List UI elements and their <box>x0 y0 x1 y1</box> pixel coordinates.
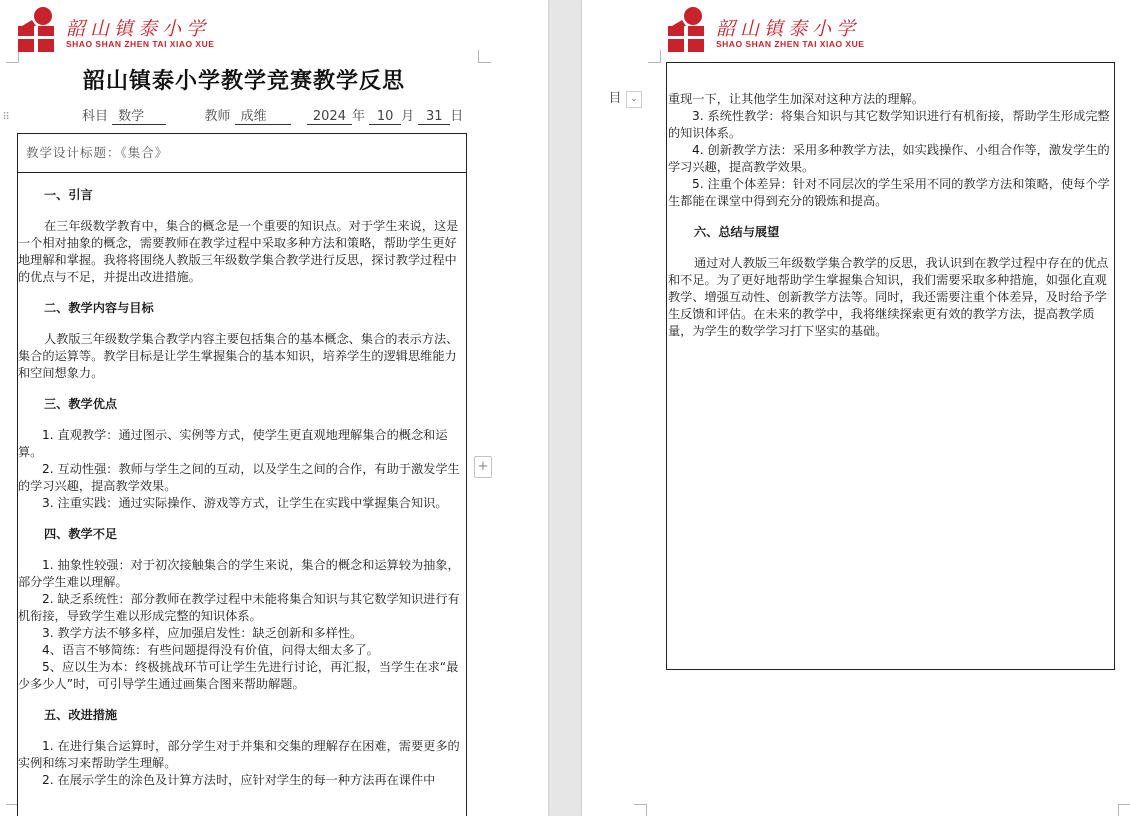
school-logo <box>666 6 866 52</box>
list-block <box>18 427 462 512</box>
page-corner-mark <box>478 50 491 63</box>
page-1 <box>0 0 548 816</box>
design-title-cell[interactable]: 教学设计标题：《集合》 <box>17 133 467 173</box>
logo-chinese-name: 韶山镇泰小学 <box>66 18 211 40</box>
list-item: 3. 注重实践：通过实际操作、游戏等方式，让学生在实践中掌握集合知识。 <box>42 496 448 510</box>
drag-handle-icon[interactable]: ⠿ <box>2 112 10 123</box>
list-item: 1. 在进行集合运算时，部分学生对于并集和交集的理解存在困难，需要更多的实例和练习来帮助学生理解。 <box>18 739 460 770</box>
list-item: 4. 创新教学方法：采用多种教学方法，如实践操作、小组合作等，激发学生的学习兴趣，提高教学效果。 <box>668 143 1110 174</box>
document-meta-line <box>82 105 463 125</box>
list-item: 1. 抽象性较强：对于初次接触集合的学生来说，集合的概念和运算较为抽象，部分学生难以理解。 <box>18 558 460 589</box>
document-title: 韶山镇泰小学教学竞赛教学反思 <box>82 69 405 94</box>
school-logo <box>16 6 216 52</box>
list-item: 3. 系统性教学：将集合知识与其它数学知识进行有机衔接，帮助学生形成完整的知识体系。 <box>668 109 1110 140</box>
paragraph: 在三年级数学教育中，集合的概念是一个重要的知识点。对于学生来说，这是一个相对抽象的概念，需要教师在教学过程中采取多种方法和策略，帮助学生更好地理解和掌握。我将将围绕人教版三年级数学集合教学进行反思，探讨教学过程中的优点与不足，并提出改进措施。 <box>18 219 459 284</box>
add-row-button[interactable]: + <box>474 456 492 478</box>
content-cell-left[interactable] <box>17 172 467 816</box>
teacher-label: 教师 <box>204 109 231 124</box>
content-cell-right[interactable] <box>666 62 1115 670</box>
list-item: 4、语言不够简练：有些问题提得没有价值，问得太细太多了。 <box>42 643 379 657</box>
month-unit: 月 <box>401 109 415 124</box>
school-emblem-icon <box>666 6 712 52</box>
section-heading: 四、教学不足 <box>44 527 118 541</box>
list-item: 1. 直观教学：通过图示、实例等方式，使学生更直观地理解集合的概念和运算。 <box>18 428 448 459</box>
page-corner-mark <box>634 804 647 816</box>
content-body <box>668 91 1114 354</box>
layout-icon: 目 <box>608 91 622 106</box>
subject-label: 科目 <box>82 109 109 124</box>
year-unit: 年 <box>351 109 365 124</box>
section-heading: 二、教学内容与目标 <box>44 301 154 315</box>
page-corner-mark <box>648 50 661 63</box>
teacher-value[interactable]: 成维 <box>235 105 291 125</box>
list-item: 2. 在展示学生的涂色及计算方法时，应针对学生的每一种方法再在课件中 <box>42 773 436 787</box>
paragraph: 通过对人教版三年级数学集合教学的反思，我认识到在教学过程中存在的优点和不足。为了更好地帮助学生掌握集合知识，我们需要采取多种措施，如强化直观教学、增强互动性、创新教学方法等。同时，我还需要注重个体差异，及时给予学生反馈和评估。在未来的教学中，我将继续探索更有效的教学方法，提高教学质量，为学生的数学学习打下坚实的基础。 <box>668 256 1109 338</box>
list-item: 2. 缺乏系统性：部分教师在教学过程中未能将集合知识与其它数学知识进行有机衔接，导致学生难以形成完整的知识体系。 <box>18 592 460 623</box>
section-heading: 六、总结与展望 <box>694 225 780 239</box>
paragraph: 人教版三年级数学集合教学内容主要包括集合的基本概念、集合的表示方法、集合的运算等。教学目标是让学生掌握集合的基本知识，培养学生的逻辑思维能力和空间想象力。 <box>18 332 459 380</box>
list-item: 3. 教学方法不够多样，应加强启发性：缺乏创新和多样性。 <box>42 626 363 640</box>
layout-options-button[interactable] <box>606 90 642 108</box>
list-item: 2. 互动性强：教师与学生之间的互动，以及学生之间的合作，有助于激发学生的学习兴趣，提高教学效果。 <box>18 462 460 493</box>
list-block <box>18 557 462 693</box>
logo-chinese-name: 韶山镇泰小学 <box>716 18 861 40</box>
content-body <box>18 187 462 803</box>
school-emblem-icon <box>16 6 62 52</box>
list-block <box>18 738 462 789</box>
day-unit: 日 <box>450 109 464 124</box>
logo-english-name: SHAO SHAN ZHEN TAI XIAO XUE <box>66 39 215 49</box>
logo-english-name: SHAO SHAN ZHEN TAI XIAO XUE <box>716 39 865 49</box>
list-block <box>668 108 1114 210</box>
section-heading: 三、教学优点 <box>44 397 118 411</box>
day-value[interactable]: 31 <box>418 109 450 125</box>
month-value[interactable]: 10 <box>369 109 401 125</box>
year-value[interactable]: 2024 <box>307 109 352 125</box>
page-2 <box>582 0 1130 816</box>
chevron-down-icon[interactable]: ⌄ <box>626 91 642 108</box>
subject-value[interactable]: 数学 <box>112 105 166 125</box>
section-heading: 五、改进措施 <box>44 708 118 722</box>
list-item: 5. 注重个体差异：针对不同层次的学生采用不同的教学方法和策略，使每个学生都能在课堂中得到充分的锻炼和提高。 <box>668 177 1110 208</box>
paragraph-continued: 重现一下，让其他学生加深对这种方法的理解。 <box>668 92 924 106</box>
section-heading: 一、引言 <box>44 188 93 202</box>
list-item: 5、应以生为本：终极挑战环节可让学生先进行讨论，再汇报，当学生在求“最少多少人”时，可引导学生通过画集合图来帮助解题。 <box>18 660 459 691</box>
page-corner-mark <box>1118 804 1130 816</box>
